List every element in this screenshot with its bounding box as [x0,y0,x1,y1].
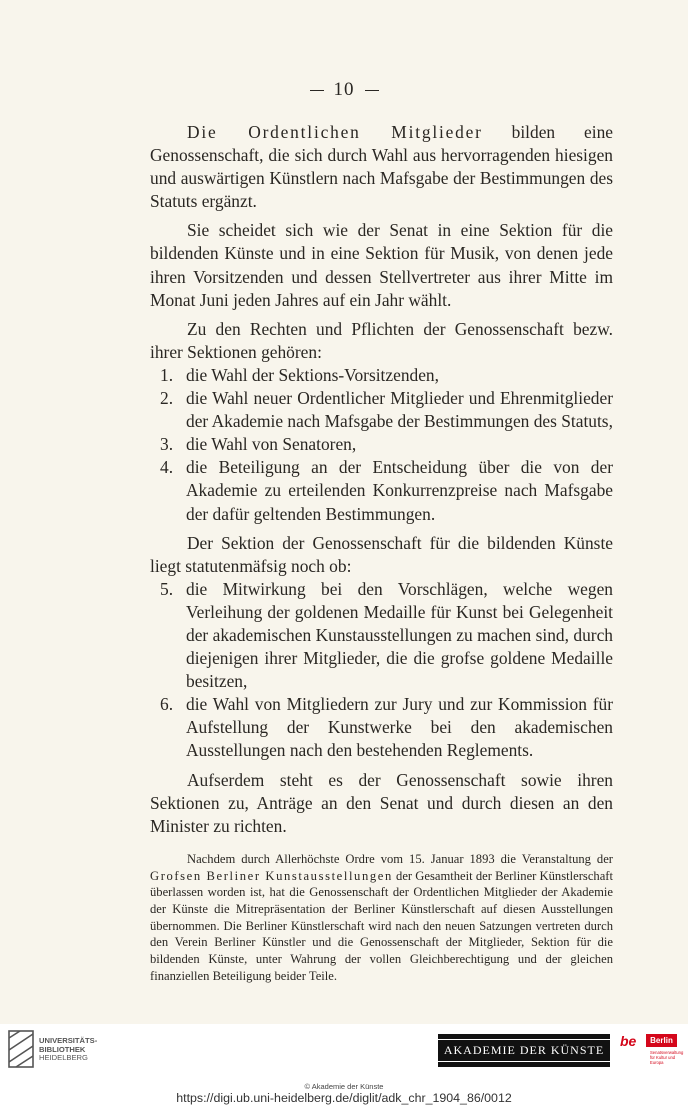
list-item-number: 4. [160,457,174,478]
berlin-be-mark: be [620,1033,637,1049]
footnote [150,851,613,985]
list-item-number: 2. [160,388,174,409]
list-item-number: 6. [160,694,174,715]
list-item-number: 3. [160,434,174,455]
paragraph-3: Zu den Rechten und Pflichten der Genossenschaft bezw. ihrer Sektionen gehören: [150,318,613,362]
list-item [150,433,613,456]
list-item-text: die Wahl der Sektions-Vorsitzenden, [186,364,439,385]
dash-left [310,90,324,91]
list-item-number: 5. [160,578,174,599]
list-item [150,387,613,433]
ub-heidelberg-label[interactable] [39,1037,97,1063]
paragraph-4: Der Sektion der Genossenschaft für die bildenden Künste liegt statutenmäfsig noch ob: [150,532,613,576]
section-duties-list [150,578,613,763]
ub-line-3: HEIDELBERG [39,1053,88,1063]
akademie-der-kuenste-logo[interactable] [438,1034,610,1067]
list-item-text: die Wahl von Mitgliedern zur Jury und zur Kommission für Aufstellung der Kunstwerke bei den akademischen Ausstellungen nach den bestehenden Reglements. [186,694,613,761]
berlin-subtitle: Senatsverwaltung für Kultur und Europa [650,1050,684,1065]
list-item [150,578,613,693]
paragraph-5: Aufserdem steht es der Genossenschaft sowie ihren Sektionen zu, Anträge an den Senat und durch diesen an den Minister zu richten. [150,769,613,836]
paragraph-1-lead: Die Ordentlichen Mitglieder [187,122,483,142]
page-number-header [0,79,688,101]
paragraph-1-rest: bilden eine Genossenschaft, die sich durch Wahl aus hervorragenden hiesigen und auswärtigen Künstlern nach Mafsgabe der Bestimmungen des Statuts ergänzt. [150,122,613,212]
footnote-spaced: Grofsen Berliner Kunstausstellungen [150,868,393,883]
source-url-link[interactable]: https://digi.ub.uni-heidelberg.de/diglit/adk_chr_1904_86/0012 [176,1091,512,1105]
list-item-number: 1. [160,364,174,385]
ub-heidelberg-logo-icon[interactable] [8,1030,34,1068]
akademie-logo-label: AKADEMIE DER KÜNSTE [435,1039,613,1062]
berlin-box: Berlin [646,1034,677,1047]
berlin-senate-logo[interactable] [620,1033,684,1067]
list-item-text: die Mitwirkung bei den Vorschlägen, welche wegen Verleihung der goldenen Medaille für Kunst bei Gelegenheit der akademischen Kunstausstellungen zu machen sind, durch diejenigen ihrer Mitglieder, die die grofse goldene Medaille besitzen, [186,578,613,692]
ub-line-2: BIBLIOTHEK [39,1044,86,1054]
ub-line-1: UNIVERSITÄTS- [39,1036,98,1045]
page-number: 10 [333,79,355,100]
list-item-text: die Beteiligung an der Entscheidung über die von der Akademie zu erteilenden Konkurrenzpreise nach Mafsgabe der dafür geltenden Bestimmungen. [186,457,613,524]
footnote-before: Nachdem durch Allerhöchste Ordre vom 15. Januar 1893 die Veranstaltung der [187,851,613,866]
list-item [150,364,613,387]
footnote-after: der Gesamtheit der Berliner Künstlerschaft überlassen worden ist, hat die Genossenschaft der Ordentlichen Mitglieder der Akademie der Künste die Mitrepräsentation der Berliner Künstlerschaft auf diesen Ausstellungen übernommen. Die Berliner Künstlerschaft wird nach den neuen Satzungen vertreten durch den Verein Berliner Künstler und die Genossenschaft der Mitglieder, Sektion für die bildenden Künste, unter Wahrung der vollen Gleichberechtigung und der gleichen finanziellen Beteiligung beider Teile. [150,868,613,983]
rights-list [150,364,613,526]
paragraph-1 [150,121,613,213]
dash-right [365,90,379,91]
body-text [150,121,613,984]
list-item-text: die Wahl von Senatoren, [186,434,357,455]
list-item [150,693,613,762]
list-item [150,456,613,525]
paragraph-2: Sie scheidet sich wie der Senat in eine Sektion für die bildenden Künste und in eine Sektion für Musik, von denen jede ihren Vorsitzenden und dessen Stellvertreter aus ihrer Mitte im Monat Juni jeden Jahres auf ein Jahr wählt. [150,220,613,310]
list-item-text: die Wahl neuer Ordentlicher Mitglieder und Ehrenmitglieder der Akademie nach Mafsgabe der Bestimmungen des Statuts, [186,388,613,432]
copyright-text: © Akademie der Künste [304,1082,384,1091]
